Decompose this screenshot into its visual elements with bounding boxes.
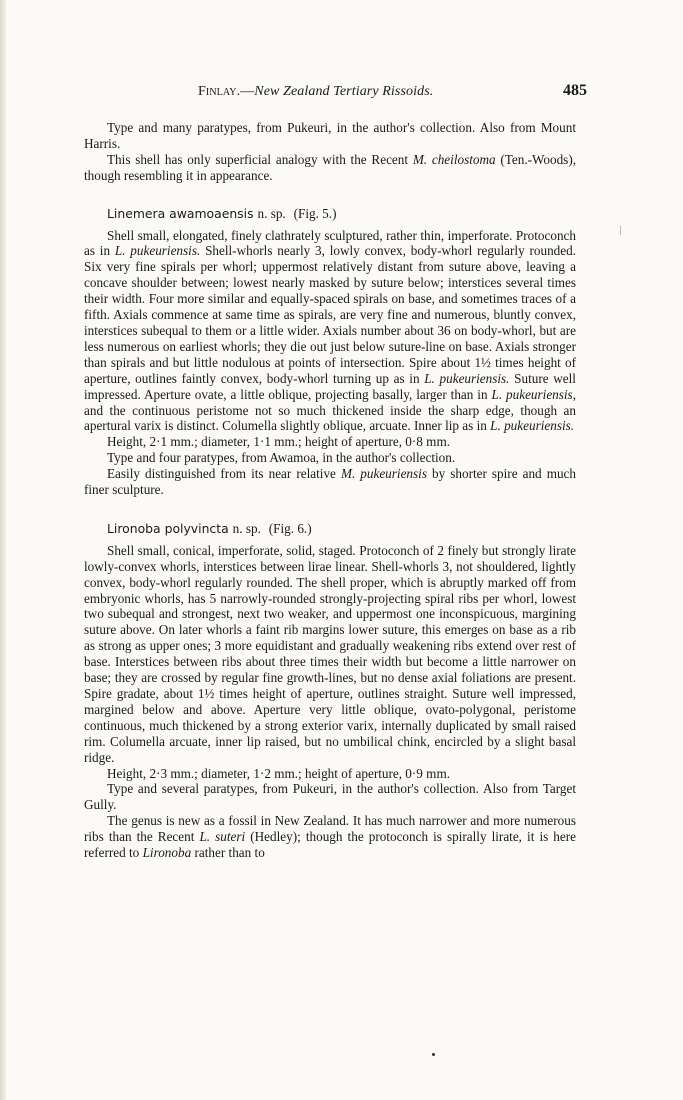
species-types: Type and four paratypes, from Awamoa, in the author's collection. (107, 450, 456, 466)
running-head (198, 84, 433, 100)
species-heading-lironoba (84, 521, 576, 537)
header-title: New Zealand Tertiary Rissoids. (254, 84, 434, 99)
species-dimensions: Height, 2·3 mm.; diameter, 1·2 mm.; height of aperture, 0·9 mm. (107, 765, 450, 781)
intro-paragraph-2: This shell has only superficial analogy with the Recent M. cheilostoma (Ten.-Woods), though resembling it in appearance. (84, 151, 577, 183)
species-status: n. sp. (232, 520, 261, 536)
stray-dot (432, 1053, 435, 1056)
stray-mark (620, 226, 621, 235)
species-ref: M. cheilostoma (412, 151, 496, 167)
figure-ref: (Fig. 6.) (268, 520, 312, 536)
running-header (0, 84, 683, 106)
header-separator: .— (236, 84, 255, 99)
intro-paragraph-1: Type and many paratypes, from Pukeuri, in the author's collection. Also from Mount Harris. (84, 120, 576, 151)
species-name: Linemera awamoaensis (107, 205, 254, 221)
species-types: Type and several paratypes, from Pukeuri, in the author's collection. Also from Target Gully. (84, 781, 576, 813)
species-dimensions: Height, 2·1 mm.; diameter, 1·1 mm.; height of aperture, 0·8 mm. (107, 434, 450, 450)
species-description: Shell small, conical, imperforate, solid, staged. Protoconch of 2 finely but strongly lirate lowly-convex whorls, interstices between lirae linear. Shell-whorls 3, not shouldered, lightly convex, body-whorl regularly rounded. The shell proper, which is abruptly marked off from embryonic whorls, has 5 narrowly-rounded strongly-projecting spiral ribs per whorl, lowest two subequal and strongest, next two weaker, and uppermost one inconspicuous, margining suture above. On later whorls a faint rib margins lower suture, this emerges on base as a rib as strong as upper ones; 3 more equidistant and gradually weakening ribs extend over rest of base. Interstices between ribs about three times their width but become a little narrower on base; they are crossed by regular fine growth-lines, but no dense axial foliations are present. Spire gradate, about 1½ times height of aperture, outlines straight. Suture well impressed, margined below and above. Aperture very little oblique, ovato-polygonal, peristome continuous, much thickened by a strong exterior varix, internally duplicated by small raised rim. Columella arcuate, inner lip raised, but no umbilical chink, encircled by a slight basal ridge. (84, 542, 576, 765)
page-number: 485 (563, 82, 587, 99)
header-author: Finlay (198, 84, 237, 99)
species-status: n. sp. (257, 205, 286, 221)
article-body (84, 120, 576, 861)
species-heading-linemera (84, 206, 576, 222)
species-remarks: Easily distinguished from its near relative M. pukeuriensis by shorter spire and much finer sculpture. (84, 466, 577, 498)
page-edge (0, 0, 6, 1100)
figure-ref: (Fig. 5.) (293, 205, 337, 221)
species-name: Lironoba polyvincta (107, 520, 229, 536)
species-remarks: The genus is new as a fossil in New Zealand. It has much narrower and more numerous ribs than the Recent L. suteri (Hedley); though the protoconch is spirally lirate, it is here referred to Lironoba rather than to (84, 813, 576, 861)
species-description: Shell small, elongated, finely clathrately sculptured, rather thin, imperforate. Protoconch as in L. pukeuriensis. Shell-whorls nearly 3, lowly convex, body-whorl regularly rounded. Six very fine spirals per whorl; uppermost relatively distant from suture above, leaving a concave shoulder between; lowest nearly masked by suture below; interstices several times their width. Four more similar and equally-spaced spirals on base, and sometimes traces of a fifth. Axials commence at same time as spirals, are very fine and numerous, bluntly convex, interstices subequal to them or a little wider. Axials number about 36 on body-whorl, but are less numerous on earliest whorls; they die out just below suture-line on base. Axials stronger than spirals and but little nodulous at points of intersection. Spire about 1½ times height of aperture, outlines faintly convex, body-whorl turning up as in L. pukeuriensis. Suture well impressed. Aperture ovate, a little oblique, projecting basally, larger than in L. pukeuriensis, and the continuous peristome not so much thickened inside the sharp edge, though an apertural varix is distinct. Columella slightly oblique, arcuate. Inner lip as in L. pukeuriensis. (84, 227, 576, 434)
